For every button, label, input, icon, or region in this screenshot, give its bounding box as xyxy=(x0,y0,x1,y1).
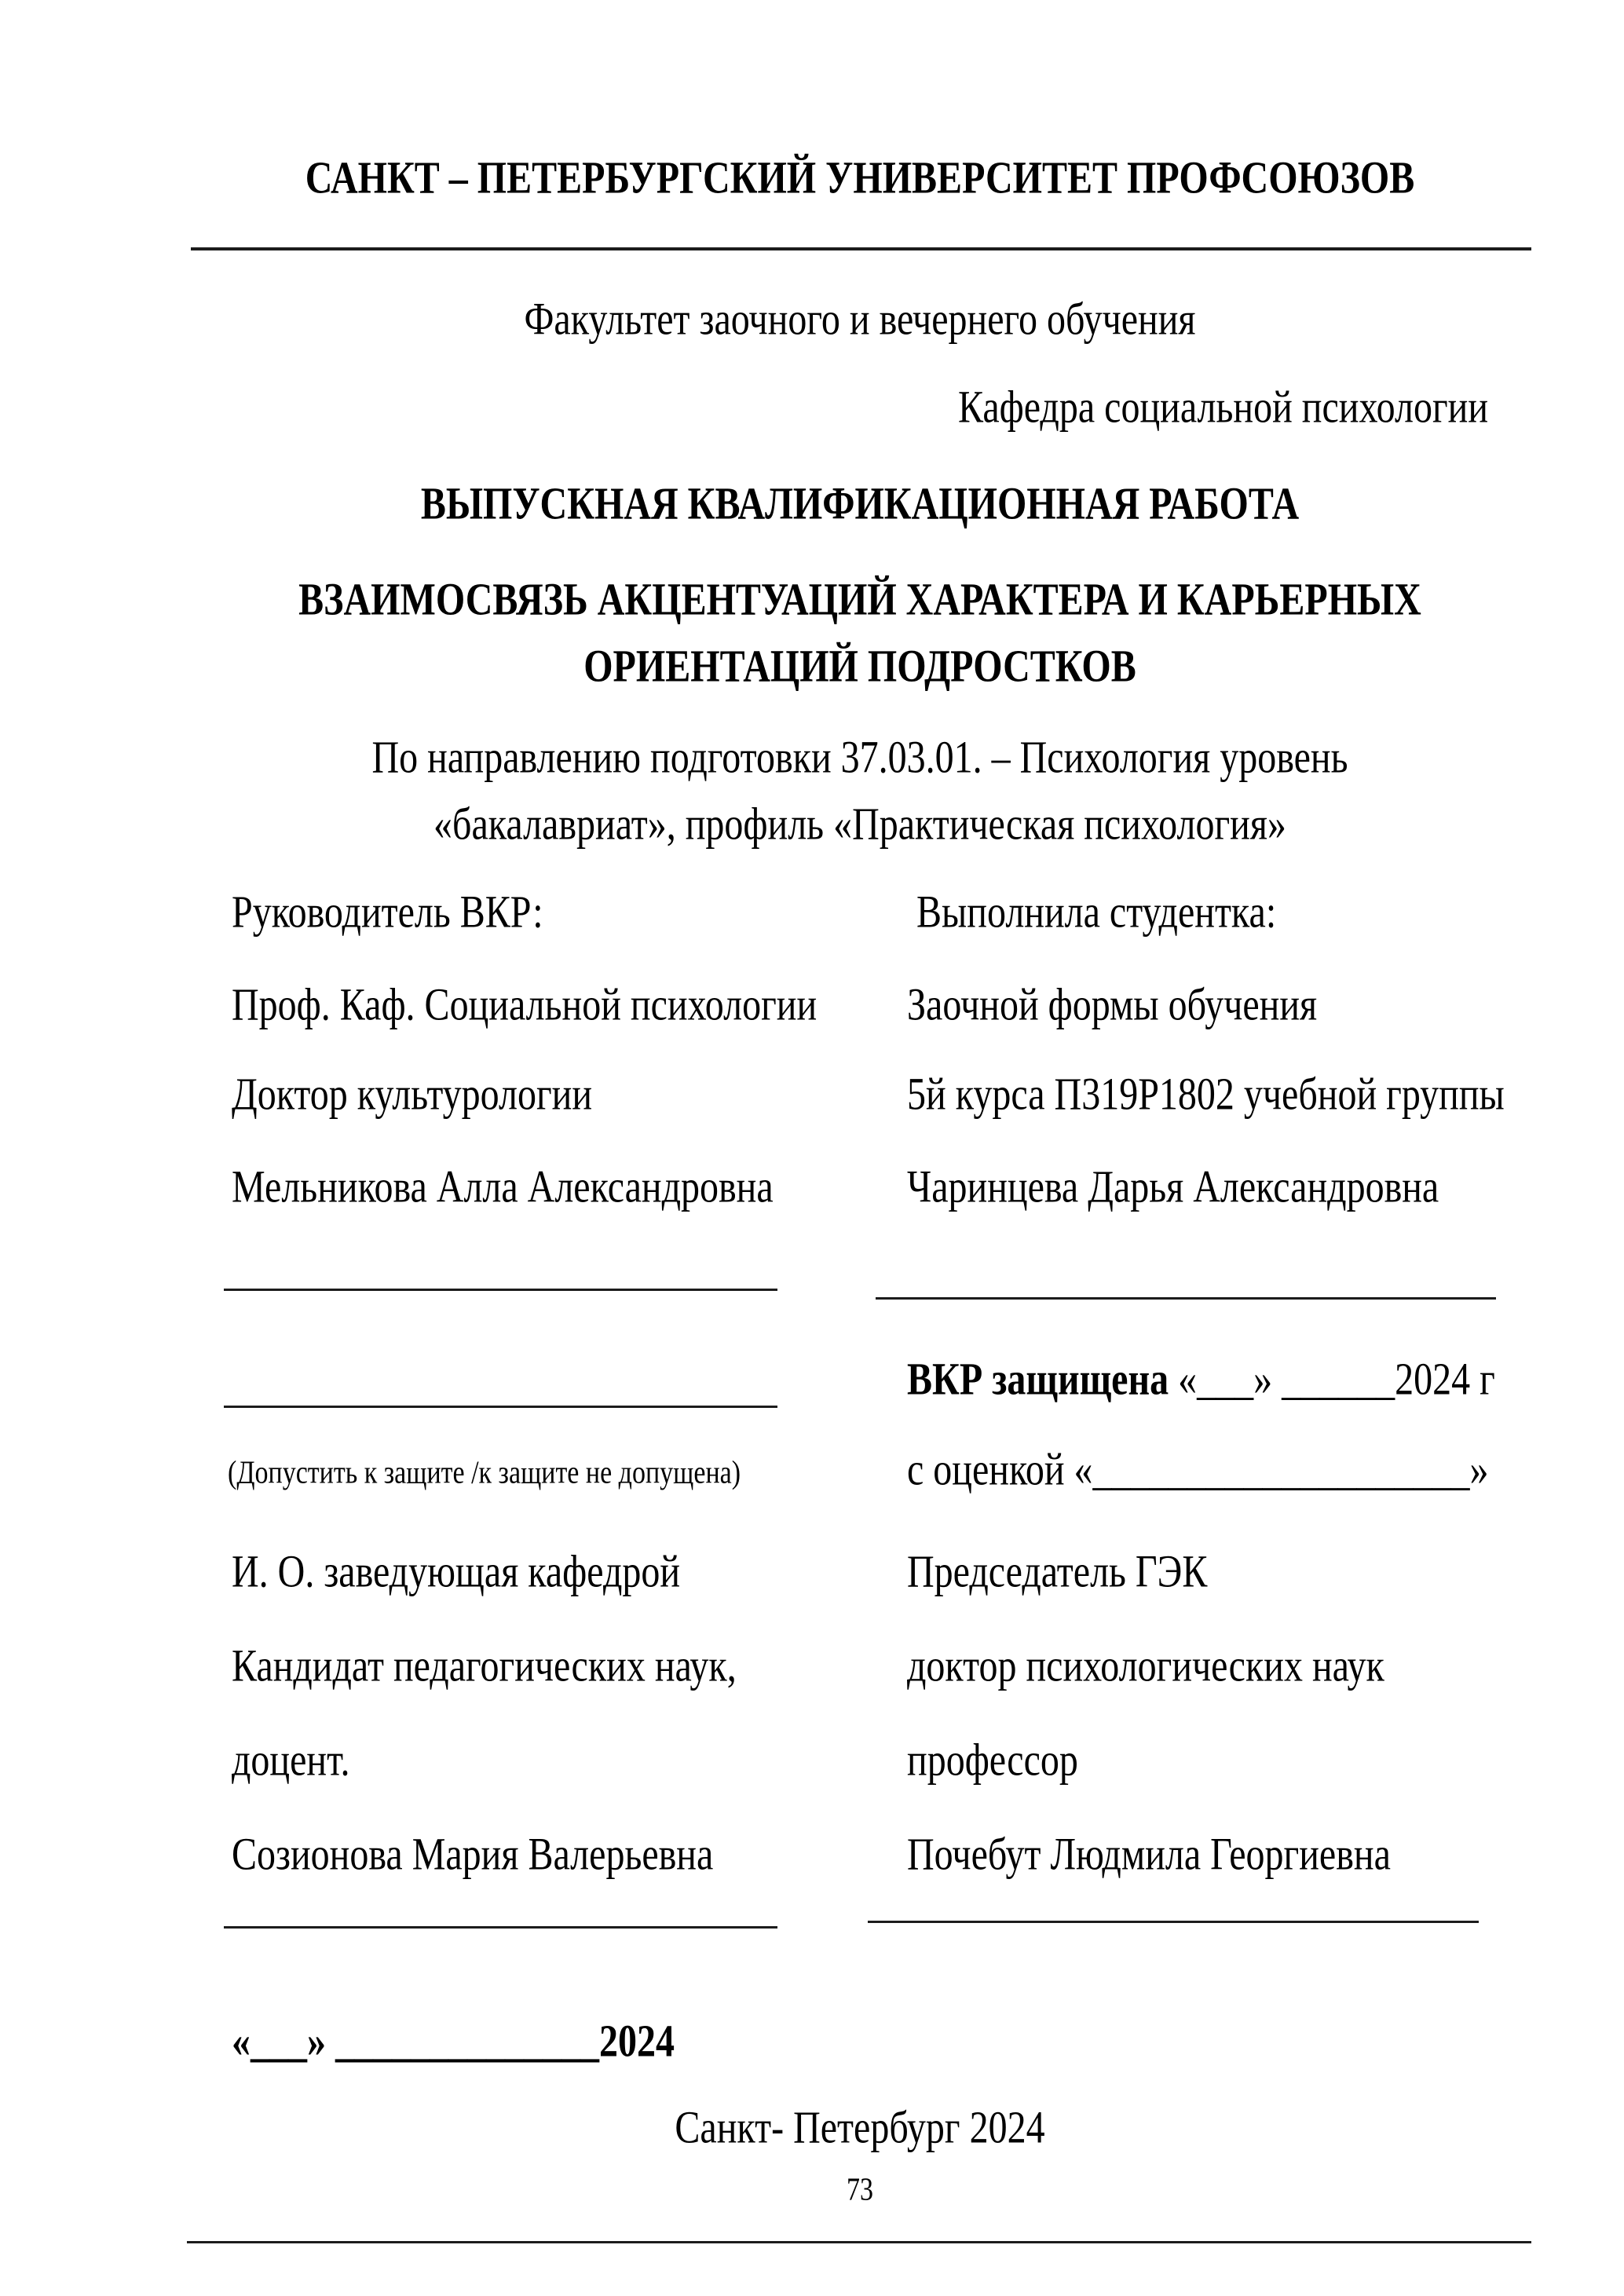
header-rule xyxy=(191,247,1531,250)
thesis-title-line1: ВЗАИМОСВЯЗЬ АКЦЕНТУАЦИЙ ХАРАКТЕРА И КАРЬЕРНЫХ xyxy=(298,574,1421,625)
defense-signature-line xyxy=(876,1297,1496,1300)
chair-signature-line xyxy=(868,1921,1479,1923)
thesis-title-line2: ОРИЕНТАЦИЙ ПОДРОСТКОВ xyxy=(583,641,1136,692)
head-degree: Кандидат педагогических наук, xyxy=(232,1640,737,1691)
supervisor-degree: Доктор культурологии xyxy=(232,1069,593,1120)
footer-rule xyxy=(187,2241,1531,2243)
student-study-form: Заочной формы обучения xyxy=(907,979,1318,1030)
supervisor-position: Проф. Каф. Социальной психологии xyxy=(232,979,817,1030)
admission-decision-line xyxy=(224,1406,777,1408)
chair-degree: доктор психологических наук xyxy=(907,1640,1384,1691)
admission-date-line: «___» ______________2024 xyxy=(232,2016,675,2067)
defense-defended-date: «___» ______2024 г xyxy=(1169,1354,1495,1405)
program-line1: По направлению подготовки 37.03.01. – Психология уровень xyxy=(371,732,1348,783)
page-number: 73 xyxy=(847,2172,873,2208)
chair-name: Почебут Людмила Георгиевна xyxy=(907,1829,1391,1880)
supervisor-label: Руководитель ВКР: xyxy=(232,887,543,938)
head-rank: доцент. xyxy=(232,1735,350,1786)
supervisor-signature-line xyxy=(224,1289,777,1291)
defense-grade-line: с оценкой «____________________» xyxy=(907,1444,1489,1495)
defense-date-line xyxy=(907,1353,1495,1406)
head-role: И. О. заведующая кафедрой xyxy=(232,1546,681,1597)
department-line: Кафедра социальной психологии xyxy=(957,382,1488,433)
program-line2: «бакалавриат», профиль «Практическая психология» xyxy=(433,799,1286,850)
city-year-line: Санкт- Петербург 2024 xyxy=(675,2102,1045,2153)
student-name: Чаринцева Дарья Александровна xyxy=(907,1161,1439,1212)
work-type-heading: ВЫПУСКНАЯ КВАЛИФИКАЦИОННАЯ РАБОТА xyxy=(420,478,1300,529)
defense-defended-label: ВКР защищена xyxy=(907,1354,1169,1405)
university-name: САНКТ – ПЕТЕРБУРГСКИЙ УНИВЕРСИТЕТ ПРОФСОЮЗОВ xyxy=(305,152,1415,203)
admission-note: (Допустить к защите /к защите не допущена) xyxy=(228,1455,741,1491)
chair-rank: профессор xyxy=(907,1735,1078,1786)
head-name: Созионова Мария Валерьевна xyxy=(232,1829,714,1880)
student-group: 5й курса П319Р1802 учебной группы xyxy=(907,1069,1505,1120)
faculty-line: Факультет заочного и вечернего обучения xyxy=(524,294,1196,345)
chair-role: Председатель ГЭК xyxy=(907,1546,1208,1597)
student-label: Выполнила студентка: xyxy=(916,887,1277,938)
head-signature-line xyxy=(224,1926,777,1929)
supervisor-name: Мельникова Алла Александровна xyxy=(232,1161,774,1212)
